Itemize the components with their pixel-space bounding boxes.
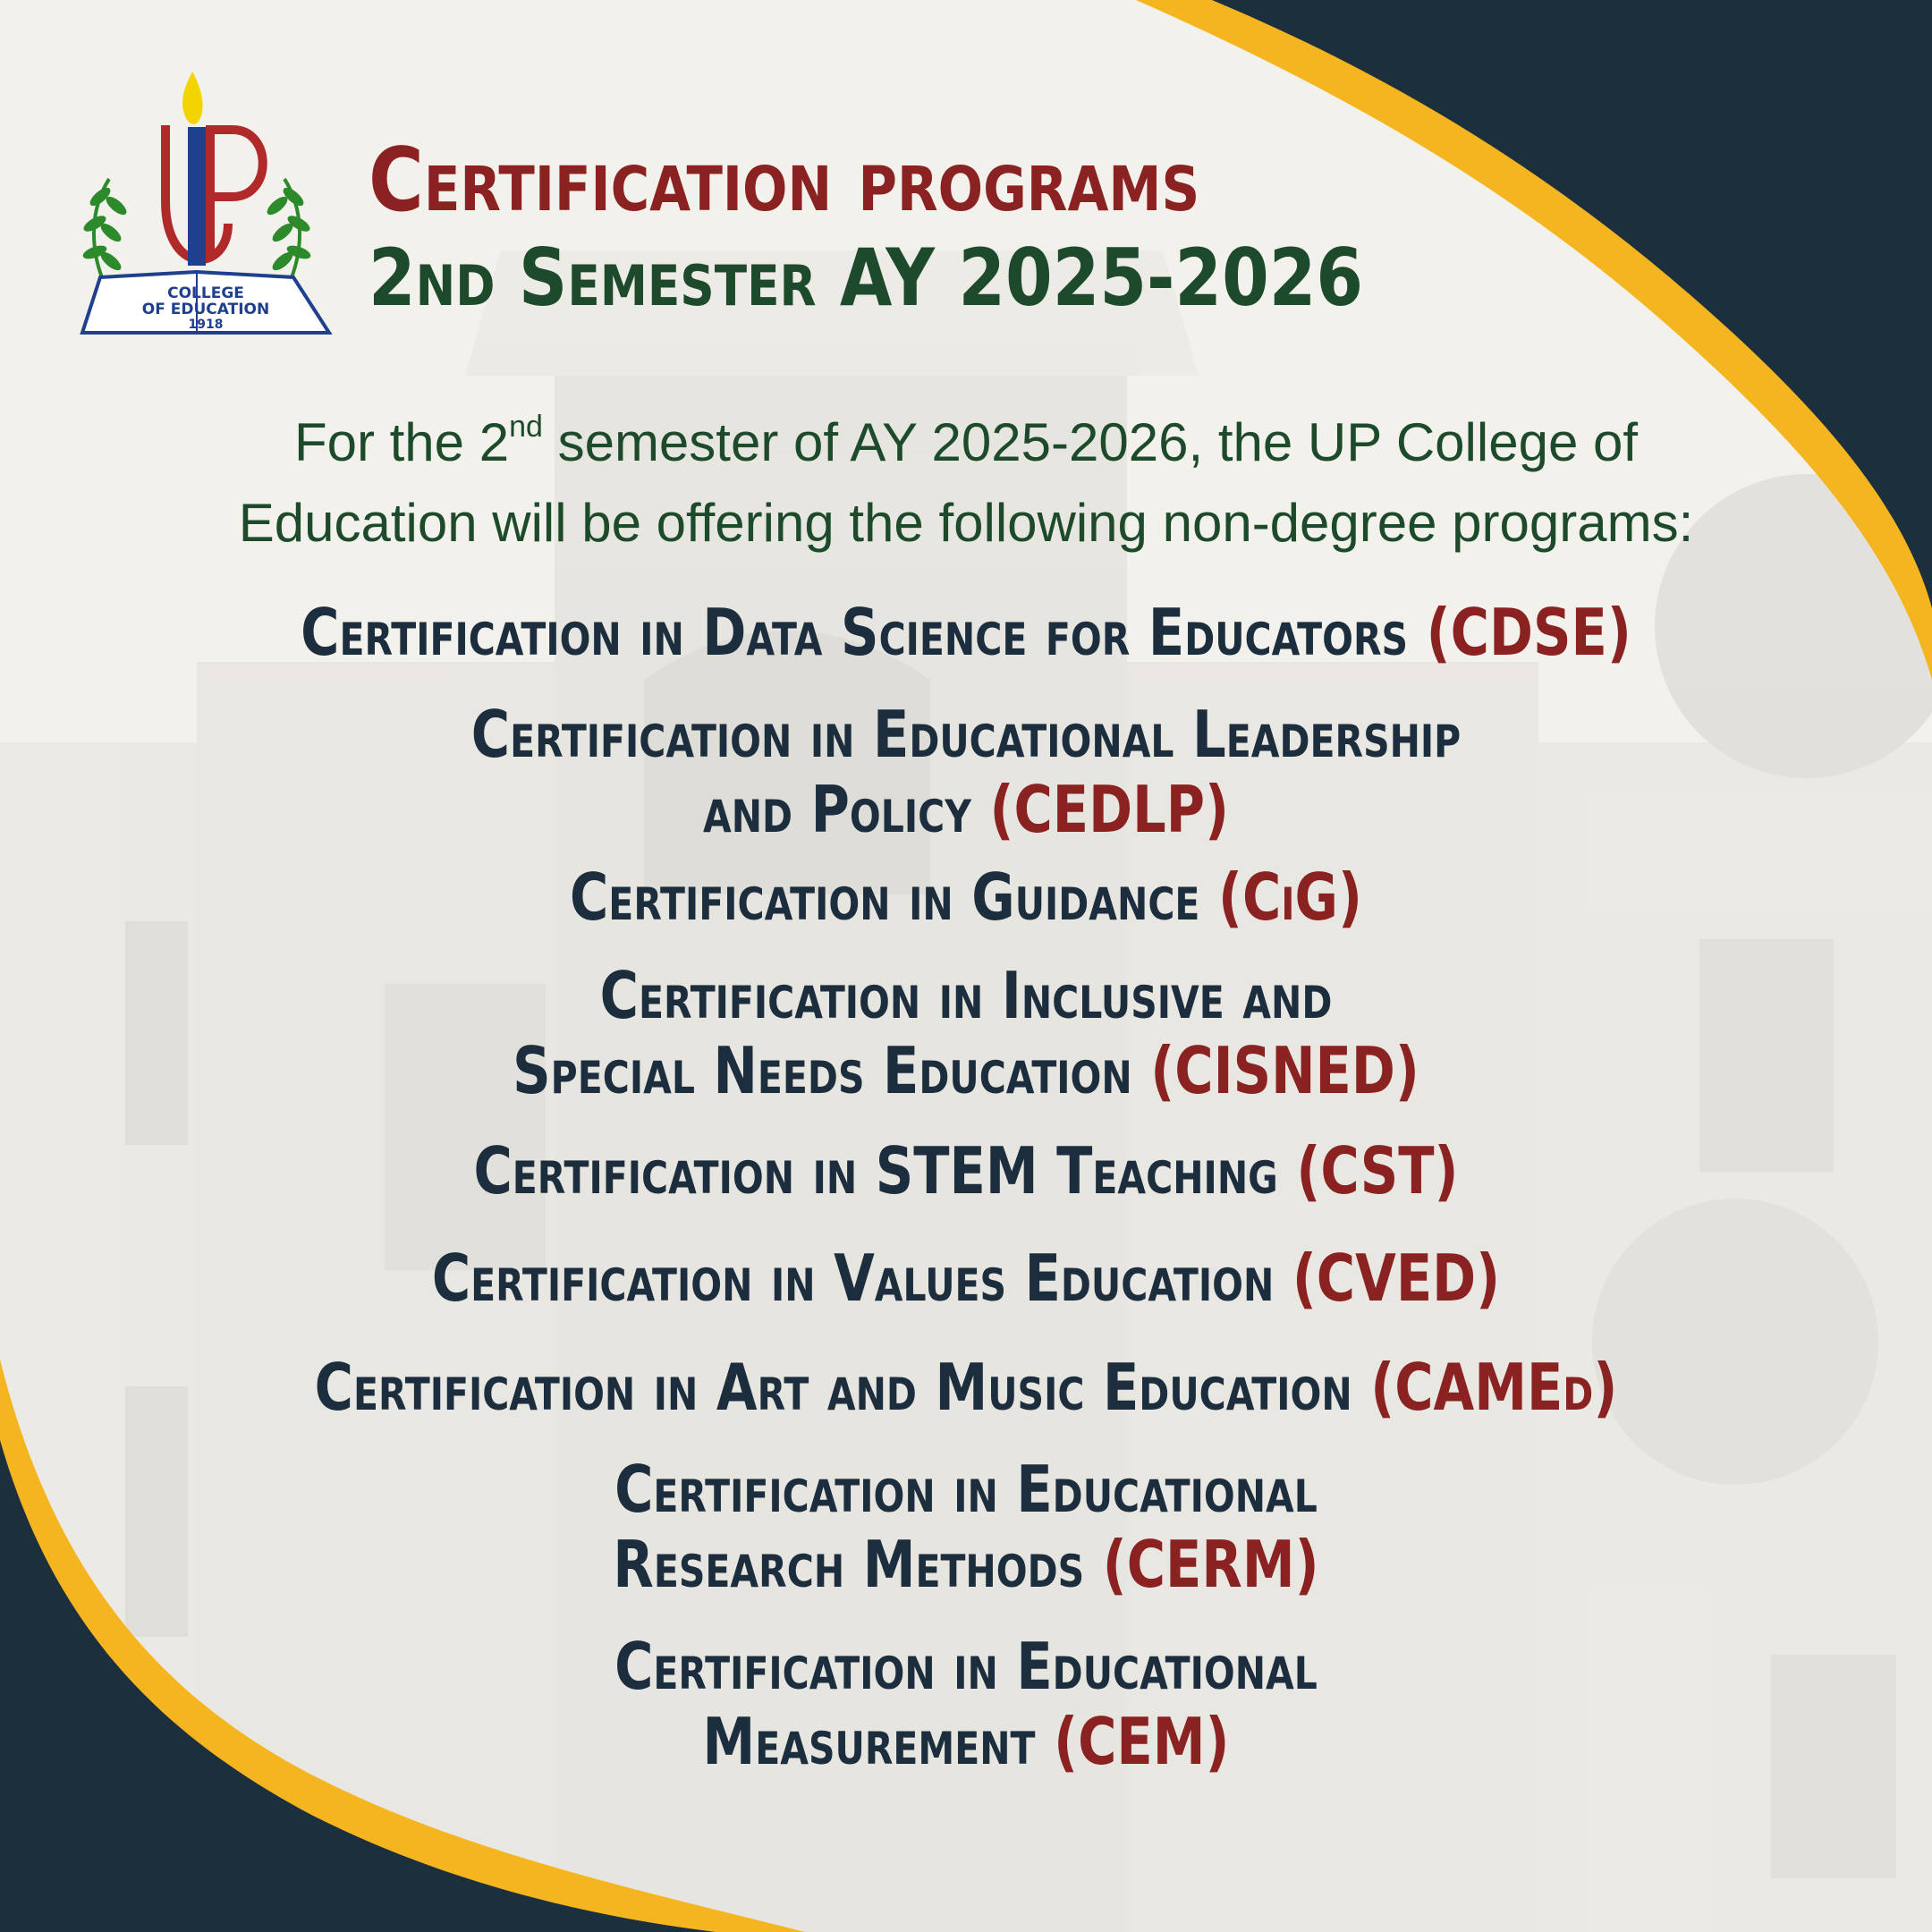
college-logo	[54, 54, 349, 349]
intro-paragraph	[98, 402, 1834, 564]
program-line	[269, 1704, 1663, 1779]
program-item	[116, 1241, 1816, 1316]
program-name: Certification in Educational	[614, 1452, 1318, 1527]
title-block	[369, 132, 1531, 322]
program-name: Certification in Educational Leadership	[470, 697, 1462, 772]
program-item	[116, 1350, 1816, 1425]
program-line	[269, 1133, 1663, 1208]
program-abbreviation: (CISNED)	[1150, 1033, 1419, 1108]
program-line	[269, 1350, 1663, 1425]
program-line	[269, 1241, 1663, 1316]
program-name: Certification in STEM Teaching	[473, 1133, 1278, 1208]
program-abbreviation: (CiG)	[1217, 860, 1363, 935]
intro-text-b: semester of AY 2025-2026, the UP College of	[542, 412, 1639, 472]
program-name-cont: Special Needs Education	[513, 1033, 1132, 1108]
program-item	[116, 1452, 1816, 1602]
program-abbreviation: (CERM)	[1102, 1527, 1319, 1602]
program-name-cont: Measurement	[702, 1704, 1036, 1779]
program-name-cont: Research Methods	[613, 1527, 1085, 1602]
program-name: Certification in Guidance	[569, 860, 1200, 935]
program-abbreviation: (CEDLP)	[989, 772, 1230, 847]
program-line	[269, 595, 1663, 670]
logo-text-college: COLLEGE	[167, 284, 244, 302]
program-name: Certification in Data Science for Educators	[301, 595, 1409, 670]
program-line	[269, 772, 1663, 847]
program-item	[116, 595, 1816, 670]
program-item	[116, 1629, 1816, 1779]
program-line	[269, 860, 1663, 935]
page-title: Certification programs	[369, 130, 1200, 232]
program-line	[269, 1033, 1663, 1108]
page-subtitle: 2nd Semester AY 2025-2026	[369, 232, 1364, 324]
intro-text-a: For the 2	[293, 412, 510, 472]
program-name-cont: and Policy	[702, 772, 971, 847]
intro-superscript: nd	[509, 410, 543, 444]
program-line	[269, 1527, 1663, 1602]
program-name: Certification in Values Education	[431, 1241, 1275, 1316]
program-item	[116, 860, 1816, 935]
program-abbreviation: (CVED)	[1292, 1241, 1501, 1316]
program-name: Certification in Educational	[614, 1629, 1318, 1704]
intro-line-1	[98, 402, 1834, 483]
program-name: Certification in Art and Music Education	[314, 1350, 1352, 1425]
program-abbreviation: (CST)	[1296, 1133, 1459, 1208]
program-item	[116, 1133, 1816, 1208]
logo-text-of-education: OF EDUCATION	[141, 301, 270, 318]
logo-text-year: 1918	[188, 318, 224, 332]
program-name: Certification in Inclusive and	[599, 958, 1333, 1033]
program-item	[116, 958, 1816, 1108]
program-abbreviation: (CDSE)	[1426, 595, 1631, 670]
program-abbreviation: (CAMEd)	[1370, 1350, 1618, 1425]
program-item	[116, 697, 1816, 847]
program-list	[116, 595, 1816, 1779]
intro-line-2: Education will be offering the following non-degree programs:	[238, 493, 1694, 553]
program-abbreviation: (CEM)	[1054, 1704, 1230, 1779]
